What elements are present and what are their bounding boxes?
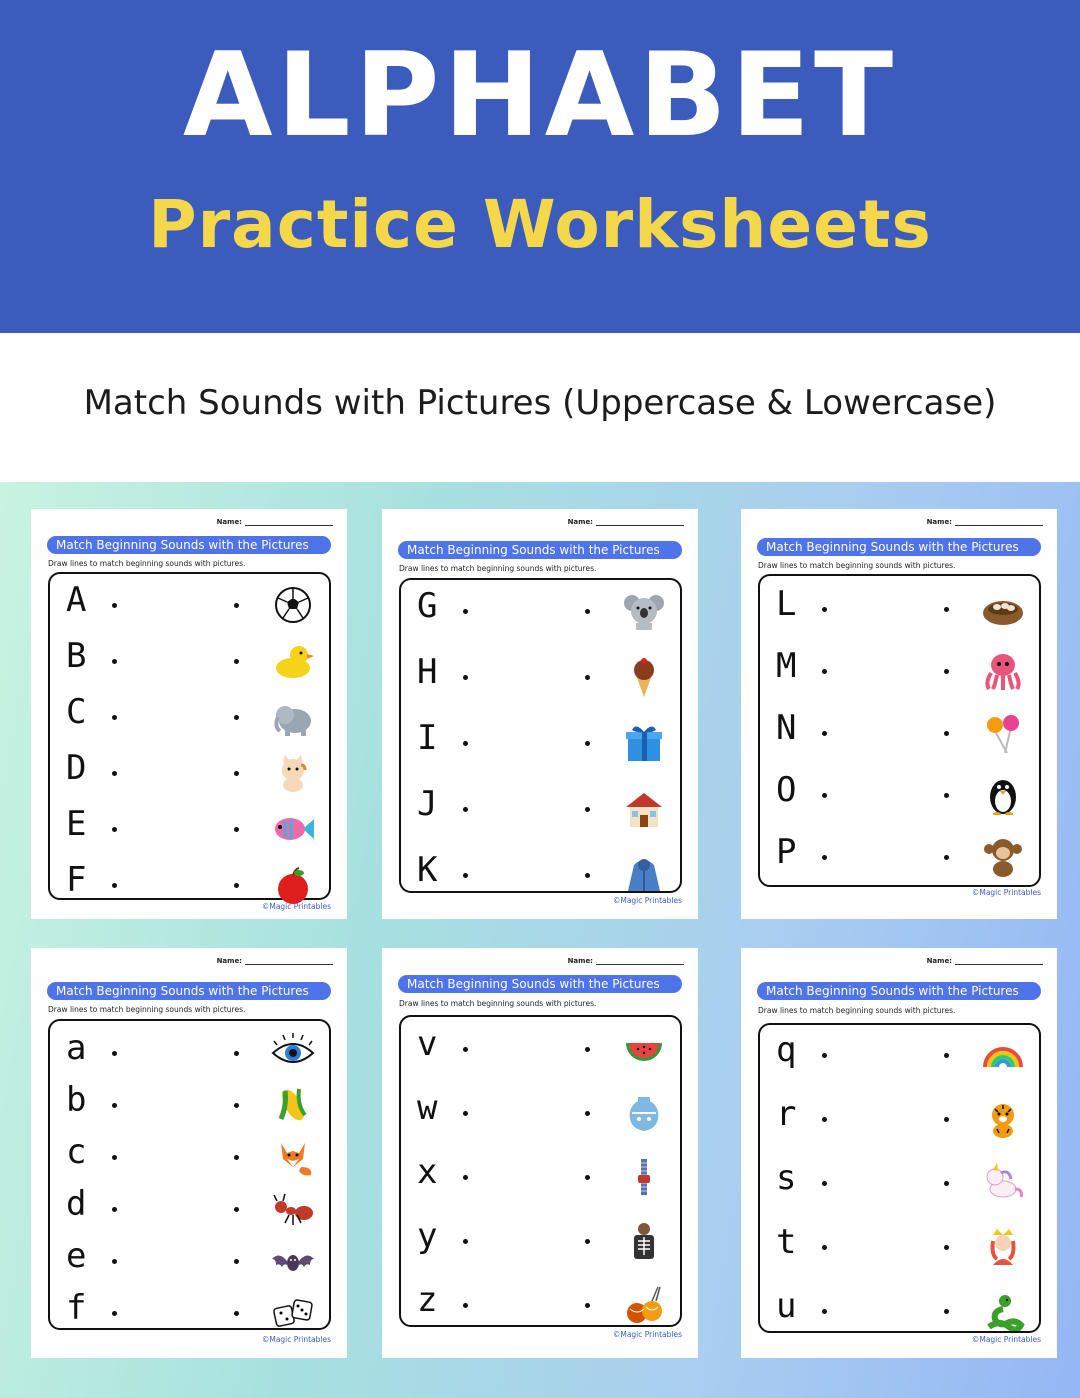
worksheet-instructions: Draw lines to match beginning sounds with pictures. bbox=[48, 1005, 246, 1014]
letter-label: O bbox=[776, 770, 797, 810]
picture-dot bbox=[944, 1181, 949, 1186]
letter-dot bbox=[463, 741, 468, 746]
ice-cream-icon bbox=[620, 657, 668, 697]
letter-label: z bbox=[417, 1280, 438, 1320]
letter-label: J bbox=[417, 784, 438, 824]
letter-label: L bbox=[776, 584, 797, 624]
match-row bbox=[760, 1030, 1039, 1077]
snake-icon bbox=[979, 1291, 1027, 1331]
worksheet-instructions: Draw lines to match beginning sounds with pictures. bbox=[48, 559, 246, 568]
letter-dot bbox=[112, 883, 117, 888]
letter-dot bbox=[822, 669, 827, 674]
worksheet-banner: Match Beginning Sounds with the Pictures bbox=[47, 982, 331, 1000]
picture-dot bbox=[234, 715, 239, 720]
soccer-ball-icon bbox=[269, 585, 317, 625]
letter-dot bbox=[112, 1311, 117, 1316]
letter-dot bbox=[112, 1051, 117, 1056]
picture-dot bbox=[585, 1047, 590, 1052]
matching-box bbox=[758, 1023, 1041, 1333]
picture-dot bbox=[585, 1239, 590, 1244]
letter-label: P bbox=[776, 832, 797, 872]
duck-icon bbox=[269, 641, 317, 681]
worksheet-instructions: Draw lines to match beginning sounds with pictures. bbox=[399, 564, 597, 573]
letter-label: M bbox=[776, 646, 797, 686]
picture-dot bbox=[234, 1259, 239, 1264]
match-row bbox=[50, 636, 329, 683]
picture-dot bbox=[234, 603, 239, 608]
letter-dot bbox=[112, 1207, 117, 1212]
picture-dot bbox=[944, 1053, 949, 1058]
letter-dot bbox=[463, 1175, 468, 1180]
letter-dot bbox=[822, 793, 827, 798]
matching-box bbox=[48, 572, 331, 900]
name-label: Name: bbox=[568, 518, 684, 526]
letter-label: q bbox=[776, 1030, 797, 1070]
eye-icon bbox=[269, 1033, 317, 1073]
letter-dot bbox=[463, 1239, 468, 1244]
name-line bbox=[596, 957, 684, 965]
tiger-icon bbox=[979, 1099, 1027, 1139]
picture-dot bbox=[585, 675, 590, 680]
picture-dot bbox=[944, 669, 949, 674]
matching-box bbox=[758, 574, 1041, 887]
picture-dot bbox=[585, 1303, 590, 1308]
letter-label: w bbox=[417, 1088, 438, 1128]
worksheet-instructions: Draw lines to match beginning sounds with pictures. bbox=[758, 1006, 956, 1015]
match-row bbox=[401, 586, 680, 633]
letter-label: H bbox=[417, 652, 438, 692]
match-row bbox=[401, 1088, 680, 1135]
match-row bbox=[401, 1152, 680, 1199]
letter-label: C bbox=[66, 692, 87, 732]
match-row bbox=[50, 1236, 329, 1283]
name-label: Name: bbox=[927, 957, 1043, 965]
bat-icon bbox=[269, 1241, 317, 1281]
letter-label: a bbox=[66, 1028, 87, 1068]
letter-dot bbox=[112, 1155, 117, 1160]
letter-label: s bbox=[776, 1158, 797, 1198]
match-row bbox=[760, 1158, 1039, 1205]
match-row bbox=[401, 1280, 680, 1327]
letter-dot bbox=[822, 1245, 827, 1250]
ant-icon bbox=[269, 1189, 317, 1229]
match-row bbox=[760, 1222, 1039, 1269]
picture-dot bbox=[234, 1311, 239, 1316]
picture-dot bbox=[944, 1309, 949, 1314]
letter-label: e bbox=[66, 1236, 87, 1276]
letter-dot bbox=[463, 1047, 468, 1052]
match-row bbox=[50, 1028, 329, 1075]
letter-dot bbox=[822, 855, 827, 860]
letter-dot bbox=[463, 807, 468, 812]
letter-label: F bbox=[66, 860, 87, 900]
match-row bbox=[401, 850, 680, 897]
name-label: Name: bbox=[927, 518, 1043, 526]
letter-dot bbox=[822, 1053, 827, 1058]
name-label: Name: bbox=[568, 957, 684, 965]
tagline: Match Sounds with Pictures (Uppercase & Lowercase) bbox=[83, 383, 997, 423]
dice-icon bbox=[269, 1293, 317, 1333]
house-icon bbox=[620, 789, 668, 829]
octopus-icon bbox=[979, 651, 1027, 691]
match-row bbox=[401, 652, 680, 699]
letter-dot bbox=[112, 827, 117, 832]
picture-dot bbox=[234, 1155, 239, 1160]
letter-label: x bbox=[417, 1152, 438, 1192]
name-line bbox=[596, 518, 684, 526]
picture-dot bbox=[234, 771, 239, 776]
page-subtitle: Practice Worksheets bbox=[148, 186, 932, 263]
yarn-icon bbox=[620, 1285, 668, 1325]
match-row bbox=[50, 860, 329, 907]
match-row bbox=[760, 646, 1039, 693]
letter-dot bbox=[112, 1103, 117, 1108]
match-row bbox=[760, 584, 1039, 631]
credit-text: ©Magic Printables bbox=[612, 896, 682, 905]
letter-label: G bbox=[417, 586, 438, 626]
match-row bbox=[50, 1132, 329, 1179]
match-row bbox=[50, 580, 329, 627]
letter-label: d bbox=[66, 1184, 87, 1224]
match-row bbox=[50, 1288, 329, 1335]
credit-text: ©Magic Printables bbox=[261, 1335, 331, 1344]
letter-dot bbox=[822, 607, 827, 612]
matching-box bbox=[399, 578, 682, 893]
letter-dot bbox=[463, 873, 468, 878]
match-row bbox=[760, 770, 1039, 817]
letter-label: I bbox=[417, 718, 438, 758]
letter-label: c bbox=[66, 1132, 87, 1172]
matching-box bbox=[48, 1019, 331, 1330]
apple-icon bbox=[269, 865, 317, 905]
letter-dot bbox=[112, 715, 117, 720]
letter-label: f bbox=[66, 1288, 87, 1328]
worksheet-banner: Match Beginning Sounds with the Pictures bbox=[398, 975, 682, 993]
match-row bbox=[760, 708, 1039, 755]
letter-dot bbox=[112, 771, 117, 776]
letter-dot bbox=[112, 1259, 117, 1264]
picture-dot bbox=[585, 609, 590, 614]
letter-dot bbox=[112, 603, 117, 608]
picture-dot bbox=[944, 793, 949, 798]
letter-label: y bbox=[417, 1216, 438, 1256]
picture-dot bbox=[944, 855, 949, 860]
unicorn-icon bbox=[979, 1163, 1027, 1203]
match-row bbox=[50, 1184, 329, 1231]
penguin-icon bbox=[979, 775, 1027, 815]
picture-dot bbox=[234, 883, 239, 888]
match-row bbox=[760, 1286, 1039, 1333]
letter-dot bbox=[463, 1303, 468, 1308]
lollipop-icon bbox=[979, 713, 1027, 753]
picture-dot bbox=[585, 807, 590, 812]
worksheet-preview bbox=[741, 948, 1057, 1358]
letter-label: t bbox=[776, 1222, 797, 1262]
match-row bbox=[401, 718, 680, 765]
credit-text: ©Magic Printables bbox=[612, 1330, 682, 1339]
letter-dot bbox=[112, 659, 117, 664]
letter-label: K bbox=[417, 850, 438, 890]
letter-label: B bbox=[66, 636, 87, 676]
letter-dot bbox=[822, 1309, 827, 1314]
match-row bbox=[50, 748, 329, 795]
match-row bbox=[50, 804, 329, 851]
worksheet-banner: Match Beginning Sounds with the Pictures bbox=[398, 541, 682, 559]
picture-dot bbox=[944, 1245, 949, 1250]
zipper-icon bbox=[620, 1157, 668, 1197]
koala-icon bbox=[620, 591, 668, 631]
picture-dot bbox=[234, 1207, 239, 1212]
credit-text: ©Magic Printables bbox=[261, 902, 331, 911]
worksheet-banner: Match Beginning Sounds with the Pictures bbox=[47, 536, 331, 554]
picture-dot bbox=[585, 873, 590, 878]
name-label: Name: bbox=[217, 957, 333, 965]
monkey-icon bbox=[979, 837, 1027, 877]
name-line bbox=[955, 518, 1043, 526]
picture-dot bbox=[234, 1103, 239, 1108]
match-row bbox=[401, 1024, 680, 1071]
match-row bbox=[401, 784, 680, 831]
letter-label: v bbox=[417, 1024, 438, 1064]
header-banner bbox=[0, 0, 1080, 333]
rainbow-icon bbox=[979, 1035, 1027, 1075]
match-row bbox=[760, 832, 1039, 879]
x-ray-icon bbox=[620, 1221, 668, 1261]
corn-icon bbox=[269, 1085, 317, 1125]
worksheet-preview bbox=[382, 509, 698, 919]
queen-icon bbox=[979, 1227, 1027, 1267]
name-label: Name: bbox=[217, 518, 333, 526]
credit-text: ©Magic Printables bbox=[971, 888, 1041, 897]
worksheet-instructions: Draw lines to match beginning sounds with pictures. bbox=[399, 999, 597, 1008]
cat-icon bbox=[269, 753, 317, 793]
picture-dot bbox=[585, 741, 590, 746]
page-title: ALPHABET bbox=[182, 28, 898, 163]
match-row bbox=[50, 692, 329, 739]
letter-label: D bbox=[66, 748, 87, 788]
worksheet-banner: Match Beginning Sounds with the Pictures bbox=[757, 538, 1041, 556]
picture-dot bbox=[944, 731, 949, 736]
picture-dot bbox=[234, 659, 239, 664]
picture-dot bbox=[585, 1111, 590, 1116]
letter-dot bbox=[822, 1117, 827, 1122]
letter-label: N bbox=[776, 708, 797, 748]
picture-dot bbox=[944, 1117, 949, 1122]
letter-dot bbox=[822, 731, 827, 736]
nest-icon bbox=[979, 589, 1027, 629]
letter-label: b bbox=[66, 1080, 87, 1120]
letter-dot bbox=[463, 609, 468, 614]
worksheet-preview bbox=[741, 509, 1057, 919]
letter-label: A bbox=[66, 580, 87, 620]
match-row bbox=[401, 1216, 680, 1263]
letter-dot bbox=[463, 1111, 468, 1116]
picture-dot bbox=[234, 1051, 239, 1056]
letter-dot bbox=[822, 1181, 827, 1186]
letter-dot bbox=[463, 675, 468, 680]
matching-box bbox=[399, 1015, 682, 1327]
worksheet-instructions: Draw lines to match beginning sounds with pictures. bbox=[758, 561, 956, 570]
credit-text: ©Magic Printables bbox=[971, 1335, 1041, 1344]
picture-dot bbox=[585, 1175, 590, 1180]
picture-dot bbox=[234, 827, 239, 832]
worksheet-preview bbox=[382, 948, 698, 1358]
match-row bbox=[760, 1094, 1039, 1141]
vase-icon bbox=[620, 1093, 668, 1133]
picture-dot bbox=[944, 607, 949, 612]
fish-icon bbox=[269, 809, 317, 849]
jacket-icon bbox=[620, 855, 668, 895]
match-row bbox=[50, 1080, 329, 1127]
watermelon-icon bbox=[620, 1029, 668, 1069]
fox-icon bbox=[269, 1137, 317, 1177]
name-line bbox=[955, 957, 1043, 965]
worksheet-preview bbox=[31, 509, 347, 919]
letter-label: r bbox=[776, 1094, 797, 1134]
gift-box-icon bbox=[620, 723, 668, 763]
worksheet-preview bbox=[31, 948, 347, 1358]
elephant-icon bbox=[269, 697, 317, 737]
name-line bbox=[245, 518, 333, 526]
letter-label: E bbox=[66, 804, 87, 844]
letter-label: u bbox=[776, 1286, 797, 1326]
name-line bbox=[245, 957, 333, 965]
worksheet-banner: Match Beginning Sounds with the Pictures bbox=[757, 982, 1041, 1000]
